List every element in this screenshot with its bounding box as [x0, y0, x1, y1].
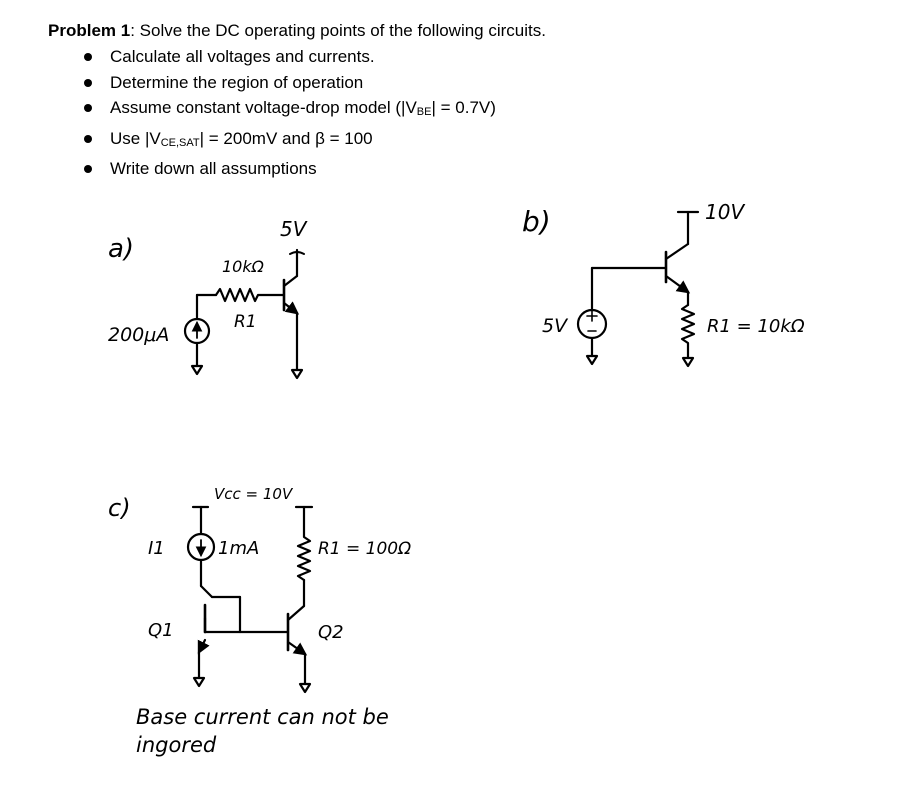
source-voltage-b: 5V	[542, 315, 568, 337]
resistor-value-a: 10kΩ	[222, 257, 264, 276]
source-name-c: I1	[148, 538, 165, 559]
note-line-2: ingored	[136, 733, 217, 757]
bullet-subscript: CE,SAT	[160, 136, 200, 149]
circuit-b-label: b)	[522, 205, 551, 238]
supply-c: Vcc = 10V	[214, 485, 293, 503]
bullet-text: Determine the region of operation	[110, 72, 364, 92]
ground-icon	[292, 370, 302, 378]
resistor-r1-c	[298, 507, 310, 580]
circuit-c-label: c)	[108, 494, 131, 522]
resistor-label-c: R1 = 100Ω	[318, 539, 412, 559]
source-current-c: 1mA	[218, 538, 260, 559]
ground-icon	[683, 358, 693, 366]
problem-label: Problem 1	[48, 21, 131, 40]
supply-b: 10V	[705, 200, 745, 224]
bullet-text: | = 200mV and β = 100	[199, 128, 373, 148]
bullet-text: | = 0.7V)	[431, 98, 496, 117]
bullet-text: Assume constant voltage-drop model (|V	[110, 98, 417, 117]
ground-icon	[194, 678, 204, 686]
ground-icon	[192, 366, 202, 374]
problem-text: : Solve the DC operating points of the following circuits.	[130, 21, 546, 40]
resistor-label-b: R1 = 10kΩ	[707, 316, 805, 337]
circuit-a-label: a)	[108, 234, 135, 264]
note-line-1: Base current can not be	[136, 705, 389, 729]
ground-icon	[587, 356, 597, 364]
supply-a: 5V	[280, 217, 307, 241]
circuit-c	[188, 507, 312, 692]
ground-icon	[300, 684, 310, 692]
q1-label: Q1	[148, 620, 174, 641]
resistor-r1-b	[682, 305, 694, 358]
circuit-b	[578, 212, 698, 366]
source-current-a: 200μA	[108, 324, 170, 346]
q2-label: Q2	[318, 622, 344, 643]
resistor-name-a: R1	[234, 312, 257, 332]
bullet-text: Write down all assumptions	[110, 159, 317, 178]
bullet-text: Use |V	[110, 128, 161, 148]
resistor-r1-a	[216, 289, 284, 301]
bullet-text: Calculate all voltages and currents.	[110, 47, 375, 66]
bullet-subscript: BE	[416, 106, 432, 118]
